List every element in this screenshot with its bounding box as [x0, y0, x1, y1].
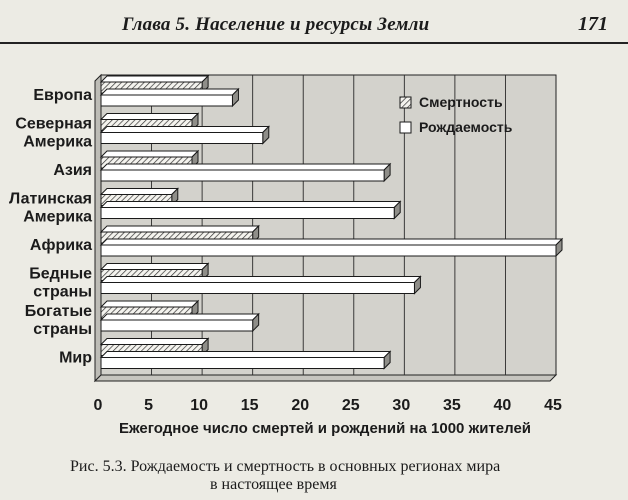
- bar-chart: [0, 45, 628, 455]
- bar-top-face: [101, 277, 420, 283]
- bar-top-face: [101, 352, 390, 358]
- bar-front-face: [101, 95, 232, 106]
- category-label: [59, 349, 92, 366]
- category-label-line: страны: [33, 320, 92, 338]
- bar-top-face: [101, 76, 208, 82]
- page-header: [0, 0, 628, 44]
- bar-top-face: [101, 314, 259, 320]
- category-label-line: страны: [33, 283, 92, 301]
- category-label-line: Бедные: [29, 265, 92, 283]
- category-label: [29, 265, 92, 300]
- legend-swatch: [400, 97, 411, 108]
- category-label: [25, 303, 92, 338]
- bar-front-face: [101, 208, 394, 219]
- bar-top-face: [101, 202, 400, 208]
- x-tick-label: 35: [442, 397, 461, 414]
- bar-white: [101, 314, 259, 331]
- bar-front-face: [101, 320, 253, 331]
- category-label-line: Богатые: [24, 302, 92, 320]
- plot-side-wall: [95, 75, 101, 381]
- page-number: 171: [578, 13, 608, 35]
- category-label: [15, 115, 92, 150]
- bar-top-face: [101, 89, 238, 95]
- chapter-title: Глава 5. Население и ресурсы Земли: [122, 14, 430, 35]
- caption-line-1: Рис. 5.3. Рождаемость и смертность в основных регионах мира: [70, 458, 501, 475]
- bar-top-face: [101, 114, 198, 120]
- category-label-line: Мир: [59, 349, 92, 367]
- x-axis-label: Ежегодное число смертей и рождений на 1000 жителей: [118, 420, 532, 437]
- category-label: [9, 190, 92, 225]
- category-label-line: Европа: [33, 86, 92, 104]
- category-label-line: Америка: [23, 208, 92, 226]
- bar-top-face: [101, 189, 178, 195]
- x-tick-label: 25: [341, 397, 360, 414]
- bar-white: [101, 89, 238, 106]
- category-label-line: Северная: [15, 115, 92, 133]
- bar-top-face: [101, 301, 198, 307]
- bar-front-face: [101, 170, 384, 181]
- x-tick-label: 30: [392, 397, 411, 414]
- category-label-line: Латинская: [9, 190, 92, 208]
- bar-white: [101, 352, 390, 369]
- category-label-line: Африка: [29, 236, 92, 254]
- x-tick-label: 0: [93, 397, 103, 414]
- x-tick-label: 5: [144, 397, 154, 414]
- bar-top-face: [101, 226, 259, 232]
- bar-white: [101, 277, 420, 294]
- bar-front-face: [101, 358, 384, 369]
- category-label: [30, 237, 92, 254]
- x-tick-label: 15: [240, 397, 259, 414]
- bar-top-face: [101, 127, 269, 133]
- category-label: [33, 87, 92, 104]
- legend-label: Рождаемость: [419, 119, 513, 135]
- bar-top-face: [101, 239, 562, 245]
- x-tick-label: 10: [190, 397, 209, 414]
- bar-white: [101, 164, 390, 181]
- plot-floor: [95, 375, 556, 381]
- bar-white: [101, 202, 400, 219]
- category-label-line: Америка: [23, 133, 92, 151]
- legend-label: Смертность: [419, 94, 503, 110]
- x-tick-label: 20: [291, 397, 310, 414]
- header-rule: [0, 42, 628, 44]
- bar-front-face: [101, 133, 263, 144]
- bar-white: [101, 127, 269, 144]
- category-label-line: Азия: [53, 161, 92, 179]
- x-tick-label: 45: [544, 397, 562, 414]
- bar-top-face: [101, 339, 208, 345]
- bar-front-face: [101, 245, 556, 256]
- bar-top-face: [101, 164, 390, 170]
- bar-front-face: [101, 283, 414, 294]
- legend-swatch: [400, 122, 411, 133]
- bar-white: [101, 239, 562, 256]
- bar-top-face: [101, 151, 198, 157]
- bar-top-face: [101, 264, 208, 270]
- caption-line-2: в настоящее время: [210, 476, 337, 493]
- x-tick-label: 40: [493, 397, 512, 414]
- category-label: [53, 162, 92, 179]
